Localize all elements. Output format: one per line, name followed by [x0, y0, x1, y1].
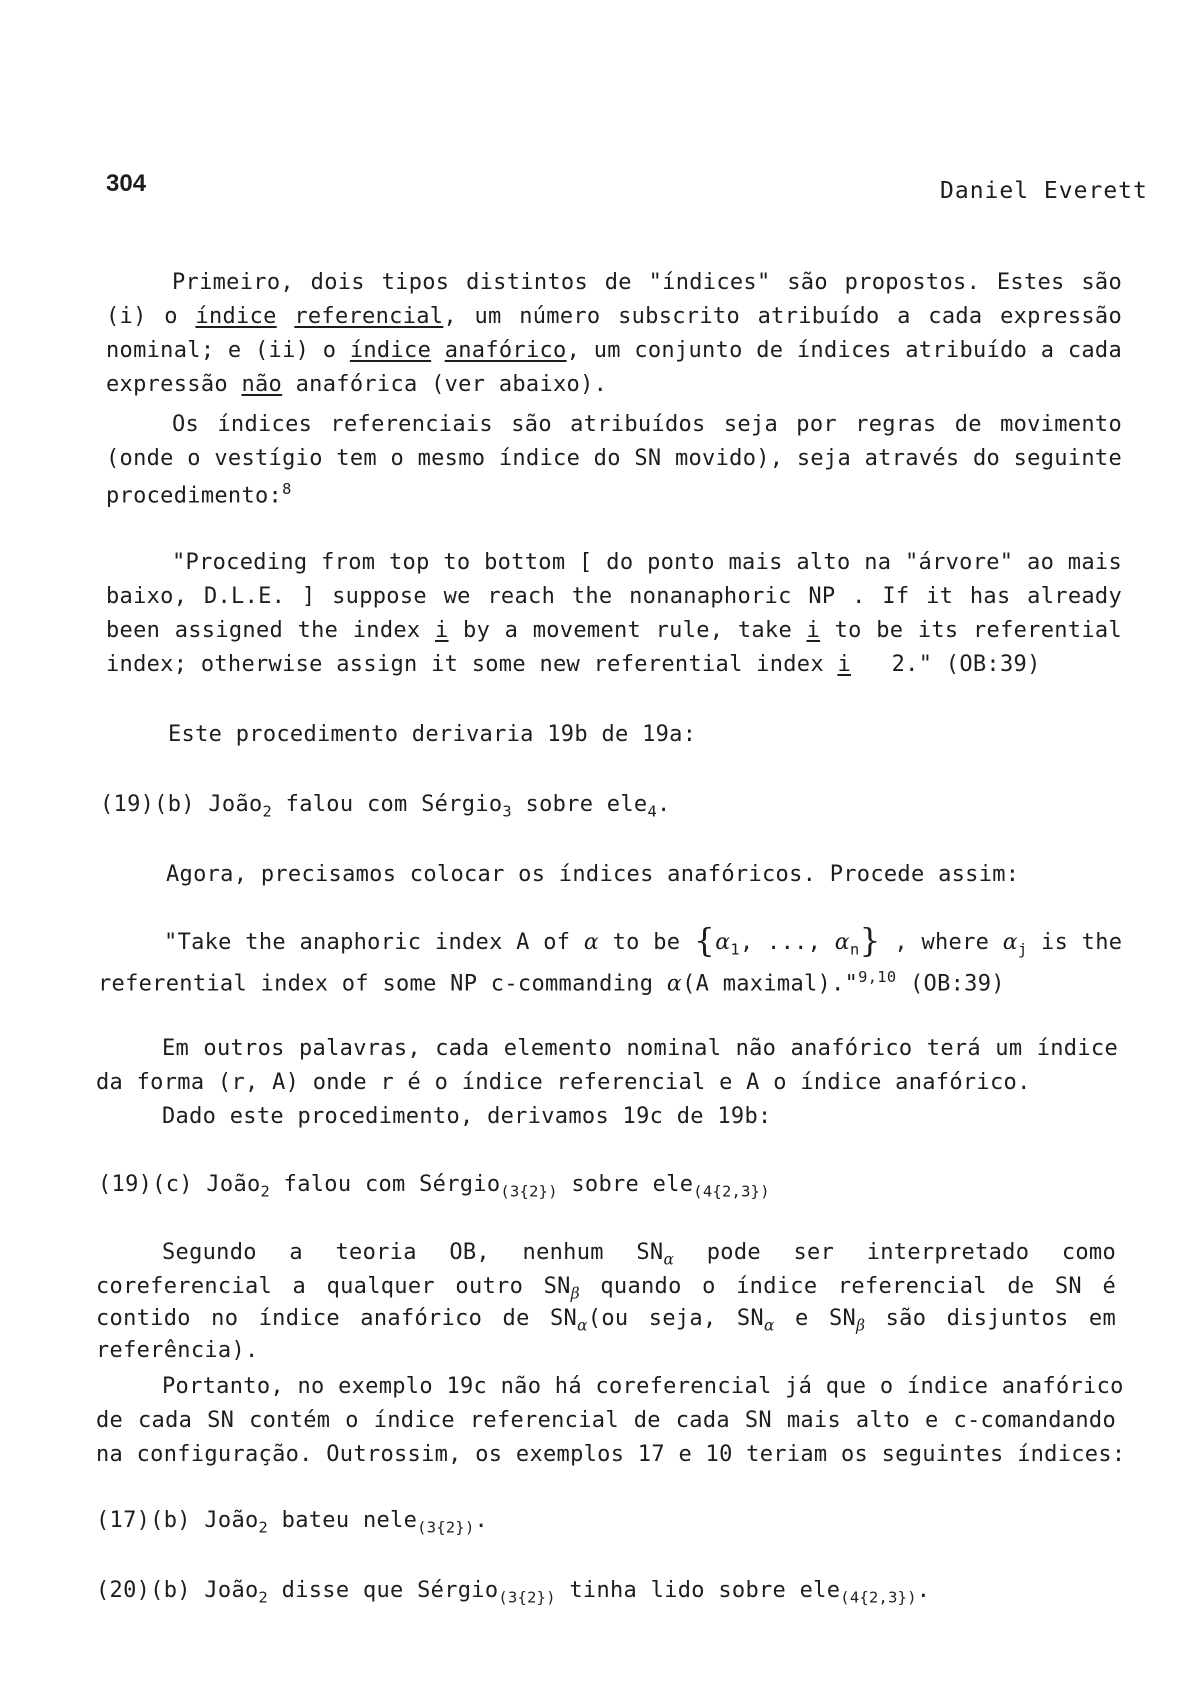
p2-line-1: Os índices referenciais são atribuídos seja por regras de movimento: [172, 412, 1122, 437]
p6-text: quando o índice referencial de SN é: [579, 1274, 1116, 1299]
p1-text: anafórica (ver abaixo).: [282, 372, 608, 397]
ex-text: sobre ele: [557, 1172, 694, 1197]
example-19b: [100, 792, 671, 820]
q2-text: to be: [599, 930, 694, 955]
q1-line-2: baixo, D.L.E. ] suppose we reach the nonanaphoric NP . If it has already: [106, 584, 1122, 609]
ex-text: sobre ele: [511, 792, 648, 817]
q1-line-4: [106, 652, 1041, 677]
p1-space: [431, 338, 445, 363]
alpha-symbol: α: [834, 930, 850, 955]
p6-text: e SN: [774, 1306, 857, 1331]
q1-text: index; otherwise assign it some new referential index: [106, 652, 838, 677]
alpha-symbol: α: [583, 930, 600, 955]
term-indice-1: índice: [195, 304, 277, 329]
index-i: i: [434, 618, 449, 643]
p6-subscript: β: [856, 1316, 866, 1335]
p6-text: Segundo a teoria OB, nenhum SN: [162, 1240, 664, 1265]
example-17b: [96, 1508, 488, 1536]
term-indice-2: índice: [349, 338, 432, 363]
ex-text: .: [916, 1578, 931, 1603]
p6-line-1: [162, 1240, 1116, 1268]
brace-open: {: [693, 920, 716, 960]
p2-line-3: [106, 480, 292, 508]
p2-line-2: (onde o vestígio tem o mesmo índice do SN movido), seja através do seguinte: [106, 446, 1122, 471]
p6-subscript: α: [663, 1250, 675, 1269]
p2-text: procedimento:: [106, 483, 283, 509]
q2-text: , ...,: [739, 930, 835, 955]
p6-subscript: β: [570, 1284, 580, 1303]
paragraph-4: Agora, precisamos colocar os índices anafóricos. Procede assim:: [166, 862, 1020, 887]
p7-line-3: na configuração. Outrossim, os exemplos 17 e 10 teriam os seguintes índices:: [96, 1442, 1126, 1467]
q2-text: is the: [1027, 930, 1123, 955]
q2-text: , where: [880, 930, 1003, 955]
ex-text: falou com Sérgio: [272, 792, 503, 817]
q1-text: 2." (OB:39): [850, 652, 1041, 677]
p6-line-2: [96, 1274, 1116, 1302]
ex-index: (4{2,3}): [693, 1182, 770, 1201]
p6-subscript: α: [577, 1316, 588, 1335]
p1-text: , um número subscrito atribuído a cada expressão: [443, 304, 1122, 329]
example-20b: [96, 1578, 930, 1606]
p6-line-3: [96, 1306, 1116, 1334]
p7-line-2: de cada SN contém o índice referencial de cada SN mais alto e c-comandando: [96, 1408, 1116, 1433]
p6-text: contido no índice anafórico de SN: [96, 1306, 578, 1331]
ex-text: tinha lido sobre ele: [555, 1578, 841, 1603]
q2-text: "Take the anaphoric index A of: [164, 930, 584, 955]
ex-text: disse que Sérgio: [268, 1578, 499, 1603]
p1-text: nominal; e (ii) o: [106, 338, 350, 363]
footnote-ref-9-10: 9,10: [858, 968, 897, 986]
p1-text: expressão: [106, 372, 242, 397]
ex-text: (19)(b) João: [100, 792, 263, 817]
term-nao: não: [241, 372, 283, 397]
ex-index: (4{2,3}): [840, 1588, 917, 1607]
q1-text: been assigned the index: [106, 618, 435, 643]
p7-line-1: Portanto, no exemplo 19c não há coreferencial já que o índice anafórico: [162, 1374, 1124, 1399]
footnote-ref-8: 8: [282, 480, 292, 498]
ex-index: (3{2}): [500, 1182, 558, 1201]
ex-index: 2: [260, 1182, 271, 1201]
ex-index: (3{2}): [498, 1588, 556, 1607]
q2-line-2: [98, 968, 1005, 996]
ex-text: .: [657, 792, 671, 817]
q2-text: (A maximal).": [682, 971, 859, 997]
p5-line-1: Em outros palavras, cada elemento nominal não anafórico terá um índice: [162, 1036, 1118, 1061]
page-number: 304: [106, 170, 147, 197]
ex-index: 4: [647, 802, 658, 821]
p1-text: (i) o: [106, 304, 196, 329]
ex-index: 2: [258, 1588, 269, 1607]
ex-text: .: [474, 1508, 489, 1533]
ex-index: 2: [258, 1518, 269, 1537]
q1-line-3: [106, 618, 1122, 643]
alpha-symbol: α: [666, 971, 683, 997]
p6-text: coreferencial a qualquer outro SN: [96, 1274, 571, 1299]
index-i: i: [806, 618, 821, 643]
q2-subscript: j: [1017, 940, 1028, 959]
p6-text: são disjuntos em: [865, 1306, 1116, 1331]
p1-line-4: [106, 372, 607, 397]
q1-line-1: "Proceding from top to bottom [ do ponto mais alto na "árvore" ao mais: [172, 550, 1122, 575]
q1-text: by a movement rule, take: [448, 618, 807, 643]
p1-line-2: [106, 304, 1122, 329]
p6-subscript: α: [763, 1316, 775, 1335]
ex-text: falou com Sérgio: [270, 1172, 501, 1197]
q2-subscript: 1: [730, 940, 740, 959]
p1-text: , um conjunto de índices atribuído a cada: [566, 338, 1122, 363]
q2-text: referential index of some NP c-commanding: [98, 971, 667, 997]
alpha-symbol: α: [715, 930, 731, 955]
term-anaforico: anafórico: [444, 338, 567, 363]
example-19c: [98, 1172, 770, 1200]
p1-line-1: Primeiro, dois tipos distintos de "índices" são propostos. Estes são: [172, 270, 1122, 295]
p1-line-3: [106, 338, 1122, 363]
q2-subscript: n: [849, 940, 860, 959]
ex-text: (20)(b) João: [96, 1578, 259, 1603]
p5-line-2: da forma (r, A) onde r é o índice referencial e A o índice anafórico.: [96, 1070, 1031, 1095]
p6-text: (ou seja, SN: [587, 1306, 764, 1331]
ex-index: 3: [502, 802, 512, 821]
p1-space: [277, 304, 295, 329]
ex-text: (17)(b) João: [96, 1508, 259, 1533]
p5-line-3: Dado este procedimento, derivamos 19c de 19b:: [162, 1104, 772, 1129]
paragraph-3: Este procedimento derivaria 19b de 19a:: [168, 722, 697, 747]
running-header-author: Daniel Everett: [940, 178, 1148, 204]
ex-index: 2: [262, 802, 273, 821]
q2-text: (OB:39): [896, 971, 1005, 997]
p6-text: pode ser interpretado como: [674, 1240, 1117, 1265]
p6-line-4: referência).: [96, 1338, 259, 1363]
alpha-symbol: α: [1002, 930, 1018, 955]
q1-text: to be its referential: [820, 618, 1122, 643]
ex-index: (3{2}): [417, 1518, 475, 1537]
q2-line-1: [164, 920, 1123, 960]
brace-close: }: [859, 920, 881, 960]
ex-text: (19)(c) João: [98, 1172, 261, 1197]
index-i: i: [837, 652, 851, 677]
term-referencial: referencial: [294, 304, 444, 329]
ex-text: bateu nele: [268, 1508, 418, 1533]
